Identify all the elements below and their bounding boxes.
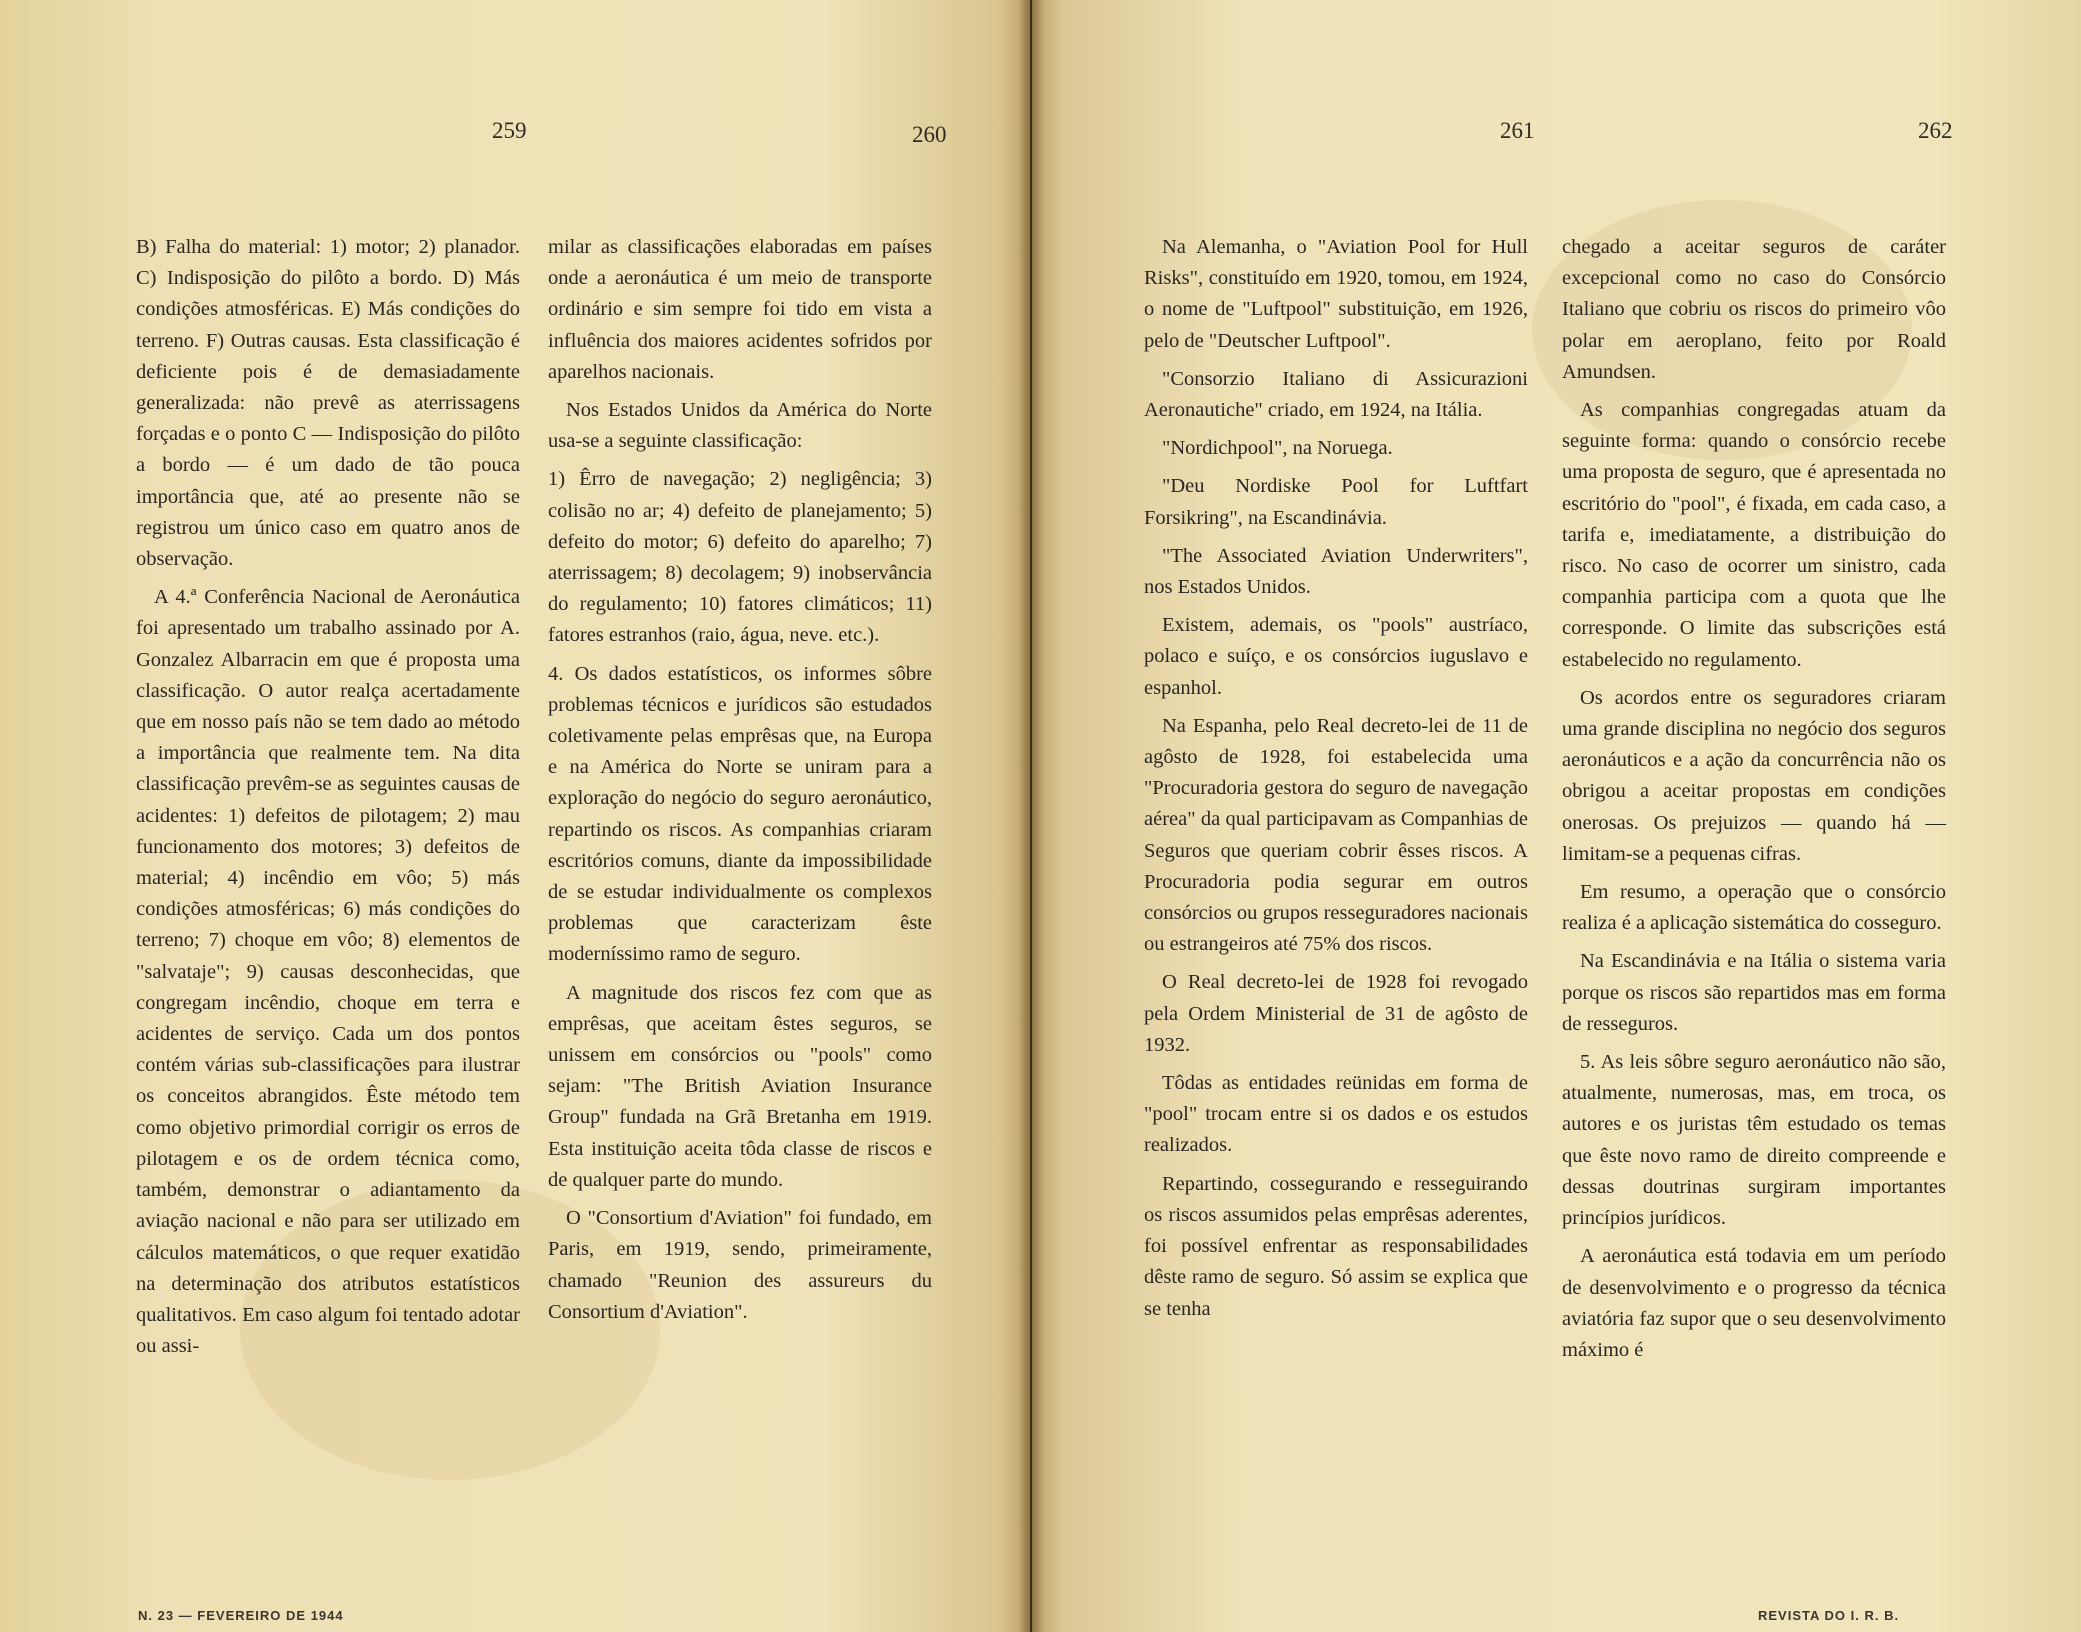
page-number: 261 — [1500, 118, 1535, 143]
paragraph: "Nordichpool", na Noruega. — [1162, 437, 1393, 460]
text-column-259 — [136, 232, 520, 1369]
paragraph: O Real decreto-lei de 1928 foi revogado pela Ordem Ministerial de 31 de agôsto de 1932. — [1144, 971, 1528, 1056]
paragraph: chegado a aceitar seguros de caráter excepcional como no caso do Consórcio Italiano que cobriu os riscos do primeiro vôo polar em aeroplano, feito por Roald Amundsen. — [1562, 236, 1946, 383]
book-gutter — [1018, 0, 1044, 1632]
page-number: 260 — [912, 122, 947, 147]
text-column-262 — [1562, 232, 1946, 1373]
paragraph: Na Alemanha, o "Aviation Pool for Hull Risks", constituído em 1920, tomou, em 1924, o nome de "Luftpool" substituição, em 1926, pelo de "Deutscher Luftpool". — [1144, 236, 1528, 352]
page-number: 262 — [1918, 118, 1953, 143]
page-number: 259 — [492, 118, 527, 143]
footer-journal: REVISTA DO I. R. B. — [1758, 1608, 1900, 1623]
text-column-260 — [548, 232, 932, 1335]
paragraph: Tôdas as entidades reünidas em forma de "pool" trocam entre si os dados e os estudos realizados. — [1144, 1072, 1528, 1157]
paragraph: 5. As leis sôbre seguro aeronáutico não são, atualmente, numerosas, mas, em troca, os autores e os juristas têm estudado os temas que êste novo ramo de direito compreende e dessas doutrinas surgiram importantes princípios jurídicos. — [1562, 1051, 1946, 1230]
paragraph: 4. Os dados estatísticos, os informes sôbre problemas técnicos e jurídicos são estudados coletivamente pelas emprêsas que, na Europa e na América do Norte se uniram para a exploração do negócio do seguro aeronáutico, repartindo os riscos. As companhias criaram escritórios comuns, diante da impossibilidade de se estudar individualmente os complexos problemas que caracterizam êste moderníssimo ramo de seguro. — [548, 662, 932, 966]
paragraph: Existem, ademais, os "pools" austríaco, polaco e suíço, e os consórcios iuguslavo e espanhol. — [1144, 614, 1528, 699]
paragraph: 1) Êrro de navegação; 2) negligência; 3) colisão no ar; 4) defeito de planejamento; 5) defeito do motor; 6) defeito do aparelho; 7) aterrissagem; 8) decolagem; 9) inobservância do regulamento; 10) fatores climáticos; 11) fatores estranhos (raio, água, neve. etc.). — [548, 468, 932, 647]
paragraph: A 4.ª Conferência Nacional de Aeronáutica foi apresentado um trabalho assinado por A. Gonzalez Albarracin em que é proposta uma classificação. O autor realça acertadamente que em nosso país não se tem dado ao método a importância que realmente tem. Na dita classificação prevêm-se as seguintes causas de acidentes: 1) defeitos de pilotagem; 2) mau funcionamento dos motores; 3) defeitos de material; 4) incêndio em vôo; 5) más condições atmosféricas; 6) más condições do terreno; 7) choque em vôo; 8) elementos de "salvataje"; 9) causas desconhecidas, que congregam incêndio, choque em terra e acidentes de serviço. Cada um dos pontos contém várias sub-classificações para ilustrar os conceitos abrangidos. Êste método tem como objetivo primordial corrigir os erros de pilotagem e os de ordem técnica como, também, demonstrar o adiantamento da aviação nacional e não para ser utilizado em cálculos matemáticos, o que requer exatidão na determinação dos atributos estatísticos qualitativos. Em caso algum foi tentado adotar ou assi- — [136, 586, 520, 1358]
paragraph: Na Espanha, pelo Real decreto-lei de 11 de agôsto de 1928, foi estabelecida uma "Procuradoria gestora do seguro de navegação aérea" da qual participavam as Companhias de Seguros que queriam cobrir êsses riscos. A Procuradoria podia segurar em outros consórcios ou grupos resseguradores nacionais ou estrangeiros até 75% dos riscos. — [1144, 714, 1528, 956]
paragraph: Em resumo, a operação que o consórcio realiza é a aplicação sistemática do cosseguro. — [1562, 881, 1946, 935]
paragraph: "The Associated Aviation Underwriters", nos Estados Unidos. — [1144, 544, 1528, 599]
paragraph: Nos Estados Unidos da América do Norte usa-se a seguinte classificação: — [548, 399, 932, 453]
paragraph: "Consorzio Italiano di Assicurazioni Aeronautiche" criado, em 1924, na Itália. — [1144, 367, 1528, 422]
paragraph: As companhias congregadas atuam da seguinte forma: quando o consórcio recebe uma proposta de seguro, que é apresentada no escritório do "pool", é fixada, em cada caso, a tarifa e, imediatamente, a distribuição do risco. No caso de ocorrer um sinistro, cada companhia participa com a quota que lhe corresponde. O limite das subscrições está estabelecido no regulamento. — [1562, 399, 1946, 671]
paragraph: B) Falha do material: 1) motor; 2) planador. C) Indisposição do pilôto a bordo. D) Más condições atmosféricas. E) Más condições do terreno. F) Outras causas. Esta classificação é deficiente pois é de demasiadamente generalizada: não prevê as aterrissagens forçadas e o ponto C — Indisposição do pilôto a bordo — é um dado de tão pouca importância que, até ao presente não se registrou um único caso em quatro anos de observação. — [136, 236, 520, 571]
paragraph: A aeronáutica está todavia em um período de desenvolvimento e o progresso da técnica aviatória faz supor que o seu desenvolvimento máximo é — [1562, 1245, 1946, 1361]
paragraph: O "Consortium d'Aviation" foi fundado, em Paris, em 1919, sendo, primeiramente, chamado "Reunion des assureurs du Consortium d'Aviation". — [548, 1207, 932, 1323]
paragraph: Repartindo, cossegurando e resseguirando os riscos assumidos pelas emprêsas aderentes, foi possível enfrentar as responsabilidades dêste ramo de seguro. Só assim se explica que se tenha — [1144, 1172, 1528, 1320]
paragraph: Os acordos entre os seguradores criaram uma grande disciplina no negócio dos seguros aeronáuticos e a ação da concurrência não os obrigou a aceitar propostas em condições onerosas. Os prejuizos — quando há — limitam-se a pequenas cifras. — [1562, 686, 1946, 865]
footer-issue: N. 23 — FEVEREIRO DE 1944 — [138, 1608, 344, 1623]
paragraph: A magnitude dos riscos fez com que as emprêsas, que aceitam êstes seguros, se unissem em consórcios ou "pools" como sejam: "The British Aviation Insurance Group" fundada na Grã Bretanha em 1919. Esta instituição aceita tôda classe de riscos e de qualquer parte do mundo. — [548, 981, 932, 1191]
paragraph: "Deu Nordiske Pool for Luftfart Forsikring", na Escandinávia. — [1144, 475, 1528, 529]
text-column-261 — [1144, 232, 1528, 1332]
paragraph: Na Escandinávia e na Itália o sistema varia porque os riscos são repartidos mas em forma de resseguros. — [1562, 950, 1946, 1035]
paragraph: milar as classificações elaboradas em países onde a aeronáutica é um meio de transporte ordinário e sim sempre foi tido em vista a influência dos maiores acidentes sofridos por aparelhos nacionais. — [548, 236, 932, 383]
